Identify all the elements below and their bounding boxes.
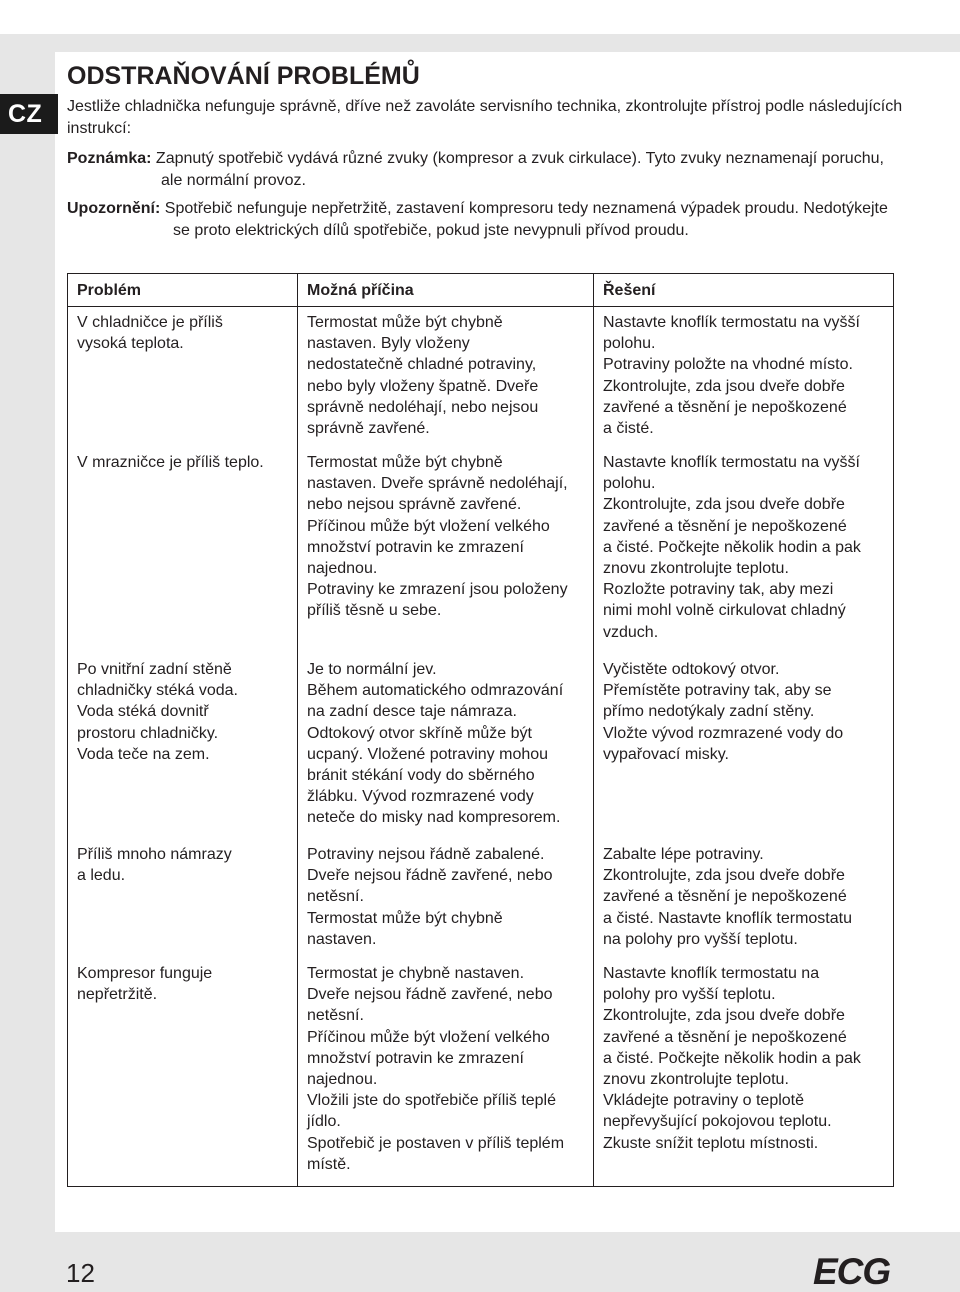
note-text: Zapnutý spotřebič vydává různé zvuky (kompresor a zvuk cirkulace). Tyto zvuky neznamenají poruchu, ale normální provoz. (151, 150, 884, 189)
column-divider (297, 274, 298, 1186)
row-5-cause: Termostat je chybně nastaven. Dveře nejsou řádně zavřené, nebo netěsní. Příčinou může být vložení velkého množství potravin ke zmrazení najednou. Vložili jste do spotřebiče příliš teplé jídlo. Spotřebič je postaven v příliš teplém místě. (307, 965, 565, 1173)
warning-text: Spotřebič nefunguje nepřetržitě, zastavení kompresoru tedy neznamená výpadek proudu. Nedotýkejte se proto elektrických dílů spotřebiče, pokud jste nevypnuli přívod proudu. (160, 200, 888, 239)
note-paragraph (67, 148, 907, 192)
note-label: Poznámka: (67, 150, 152, 167)
header-solution: Řešení (603, 282, 656, 299)
intro-text: Jestliže chladnička nefunguje správně, dříve než zavoláte servisního technika, zkontrolujte přístroj podle následujících instrukcí: (67, 98, 903, 137)
brand-logo: ECG (813, 1251, 891, 1292)
row-3-cause: Je to normální jev. Během automatického odmrazování na zadní desce taje námraza. Odtokový otvor skříně může být ucpaný. Vložené potraviny mohou bránit stékání vody do sběrného žlábku. Vývod rozmrazené vody neteče do misky nad kompresorem. (307, 661, 564, 827)
row-4-solution: Zabalte lépe potraviny. Zkontrolujte, zda jsou dveře dobře zavřené a těsnění je nepoškozené a čisté. Nastavte knoflík termostatu na polohy pro vyšší teplotu. (603, 846, 852, 948)
row-5-solution: Nastavte knoflík termostatu na polohy pro vyšší teplotu. Zkontrolujte, zda jsou dveře dobře zavřené a těsnění je nepoškozené a čisté. Počkejte několik hodin a pak znovu zkontrolujte teplotu. Vkládejte potraviny o teplotě nepřevyšující pokojovou teplotu. Zkuste snížit teplotu místnosti. (603, 965, 861, 1152)
top-decor-bar (0, 34, 960, 52)
page-number: 12 (66, 1258, 95, 1288)
page-title: ODSTRAŇOVÁNÍ PROBLÉMŮ (67, 62, 420, 90)
row-2-problem: V mrazničce je příliš teplo. (77, 454, 264, 471)
warning-paragraph (67, 198, 907, 242)
row-3-problem: Po vnitřní zadní stěně chladničky stéká voda. Voda stéká dovnitř prostoru chladničky. Voda teče na zem. (77, 661, 238, 763)
row-5-problem: Kompresor funguje nepřetržitě. (77, 965, 213, 1004)
row-3-solution: Vyčistěte odtokový otvor. Přemístěte potraviny tak, aby se přímo nedotýkaly zadní stěny. Vložte vývod rozmrazené vody do vypařovací misky. (603, 661, 844, 763)
language-tab: CZ (0, 94, 58, 134)
row-1-cause: Termostat může být chybně nastaven. Byly vloženy nedostatečně chladné potraviny, nebo byly vloženy špatně. Dveře správně nedoléhají, nebo nejsou správně zavřené. (307, 314, 539, 438)
row-2-cause: Termostat může být chybně nastaven. Dveře správně nedoléhají, nebo nejsou správně zavřené. Příčinou může být vložení velkého množství potravin ke zmrazení najednou. Potraviny ke zmrazení jsou položeny příliš těsně u sebe. (307, 454, 568, 620)
left-decor-bar (0, 52, 55, 1232)
row-4-cause: Potraviny nejsou řádně zabalené. Dveře nejsou řádně zavřené, nebo netěsní. Termostat může být chybně nastaven. (307, 846, 553, 948)
row-4-problem: Příliš mnoho námrazy a ledu. (77, 846, 232, 885)
row-2-solution: Nastavte knoflík termostatu na vyšší polohu. Zkontrolujte, zda jsou dveře dobře zavřené a těsnění je nepoškozené a čisté. Počkejte několik hodin a pak znovu zkontrolujte teplotu. Rozložte potraviny tak, aby mezi nimi mohl volně cirkulovat chladný vzduch. (603, 454, 861, 641)
header-problem: Problém (77, 282, 142, 299)
header-cause: Možná příčina (307, 282, 414, 299)
header-divider (68, 306, 893, 307)
row-1-solution: Nastavte knoflík termostatu na vyšší polohu. Potraviny položte na vhodné místo. Zkontrolujte, zda jsou dveře dobře zavřené a těsnění je nepoškozené a čisté. (603, 314, 860, 438)
row-1-problem: V chladničce je příliš vysoká teplota. (77, 314, 223, 353)
column-divider (593, 274, 594, 1186)
warning-label: Upozornění: (67, 200, 161, 217)
troubleshooting-table (67, 273, 894, 1187)
